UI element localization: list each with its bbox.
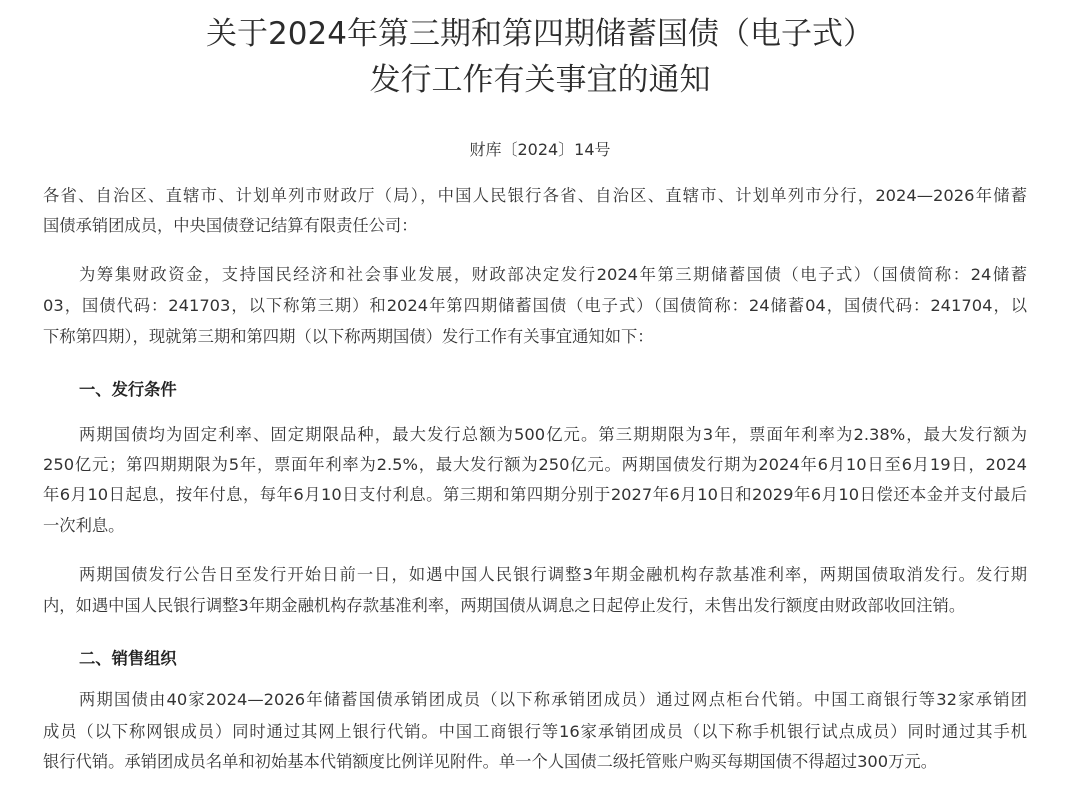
paragraph-line: 下称第四期），现就第三期和第四期（以下称两期国债）发行工作有关事宜通知如下： bbox=[43, 327, 654, 346]
paragraph-text: 成员（以下称网银成员）同时通过其网上银行代销。中国工商银行等16家承销团成员（以下称手机银行试点成员）同时通过其手机 bbox=[43, 722, 1027, 741]
document-title-line-2: 发行工作有关事宜的通知 bbox=[369, 62, 711, 98]
paragraph-line bbox=[43, 722, 1027, 742]
salutation-line bbox=[43, 186, 1027, 206]
paragraph-line bbox=[79, 425, 1027, 445]
section-heading-1: 一、发行条件 bbox=[79, 380, 177, 399]
paragraph-line bbox=[43, 296, 1027, 316]
paragraph-text: 两期国债发行公告日至发行开始日前一日，如遇中国人民银行调整3年期金融机构存款基准利率，两期国债取消发行。发行期 bbox=[79, 565, 1027, 584]
section-heading-2: 二、销售组织 bbox=[79, 649, 177, 668]
paragraph-line: 银行代销。承销团成员名单和初始基本代销额度比例详见附件。单一个人国债二级托管账户购买每期国债不得超过300万元。 bbox=[43, 752, 937, 771]
salutation-line: 国债承销团成员，中央国债登记结算有限责任公司： bbox=[43, 216, 418, 235]
paragraph-text: 两期国债均为固定利率、固定期限品种，最大发行总额为500亿元。第三期期限为3年，票面年利率为2.38%，最大发行额为 bbox=[79, 425, 1027, 444]
paragraph-text: 250亿元；第四期期限为5年，票面年利率为2.5%，最大发行额为250亿元。两期国债发行期为2024年6月10日至6月19日，2024 bbox=[43, 455, 1027, 474]
paragraph-text: 03，国债代码：241703，以下称第三期）和2024年第四期储蓄国债（电子式）（国债简称：24储蓄04，国债代码：241704，以 bbox=[43, 296, 1027, 315]
document-number: 财库〔2024〕14号 bbox=[469, 140, 611, 159]
paragraph-line bbox=[43, 485, 1027, 505]
paragraph-line: 内，如遇中国人民银行调整3年期金融机构存款基准利率，两期国债从调息之日起停止发行，未售出发行额度由财政部收回注销。 bbox=[43, 596, 966, 615]
paragraph-text: 年6月10日起息，按年付息，每年6月10日支付利息。第三期和第四期分别于2027年6月10日和2029年6月10日偿还本金并支付最后 bbox=[43, 485, 1027, 504]
document-title-line-1: 关于2024年第三期和第四期储蓄国债（电子式） bbox=[206, 16, 874, 52]
paragraph-line bbox=[79, 565, 1027, 585]
paragraph-text: 为筹集财政资金，支持国民经济和社会事业发展，财政部决定发行2024年第三期储蓄国债（电子式）（国债简称：24储蓄 bbox=[79, 265, 1027, 284]
salutation-text: 各省、自治区、直辖市、计划单列市财政厅（局），中国人民银行各省、自治区、直辖市、计划单列市分行，2024—2026年储蓄 bbox=[43, 186, 1027, 205]
paragraph-line bbox=[43, 455, 1027, 475]
paragraph-line bbox=[79, 265, 1027, 285]
paragraph-text: 两期国债由40家2024—2026年储蓄国债承销团成员（以下称承销团成员）通过网点柜台代销。中国工商银行等32家承销团 bbox=[79, 690, 1027, 709]
paragraph-line bbox=[79, 690, 1027, 710]
paragraph-line: 一次利息。 bbox=[43, 516, 125, 535]
